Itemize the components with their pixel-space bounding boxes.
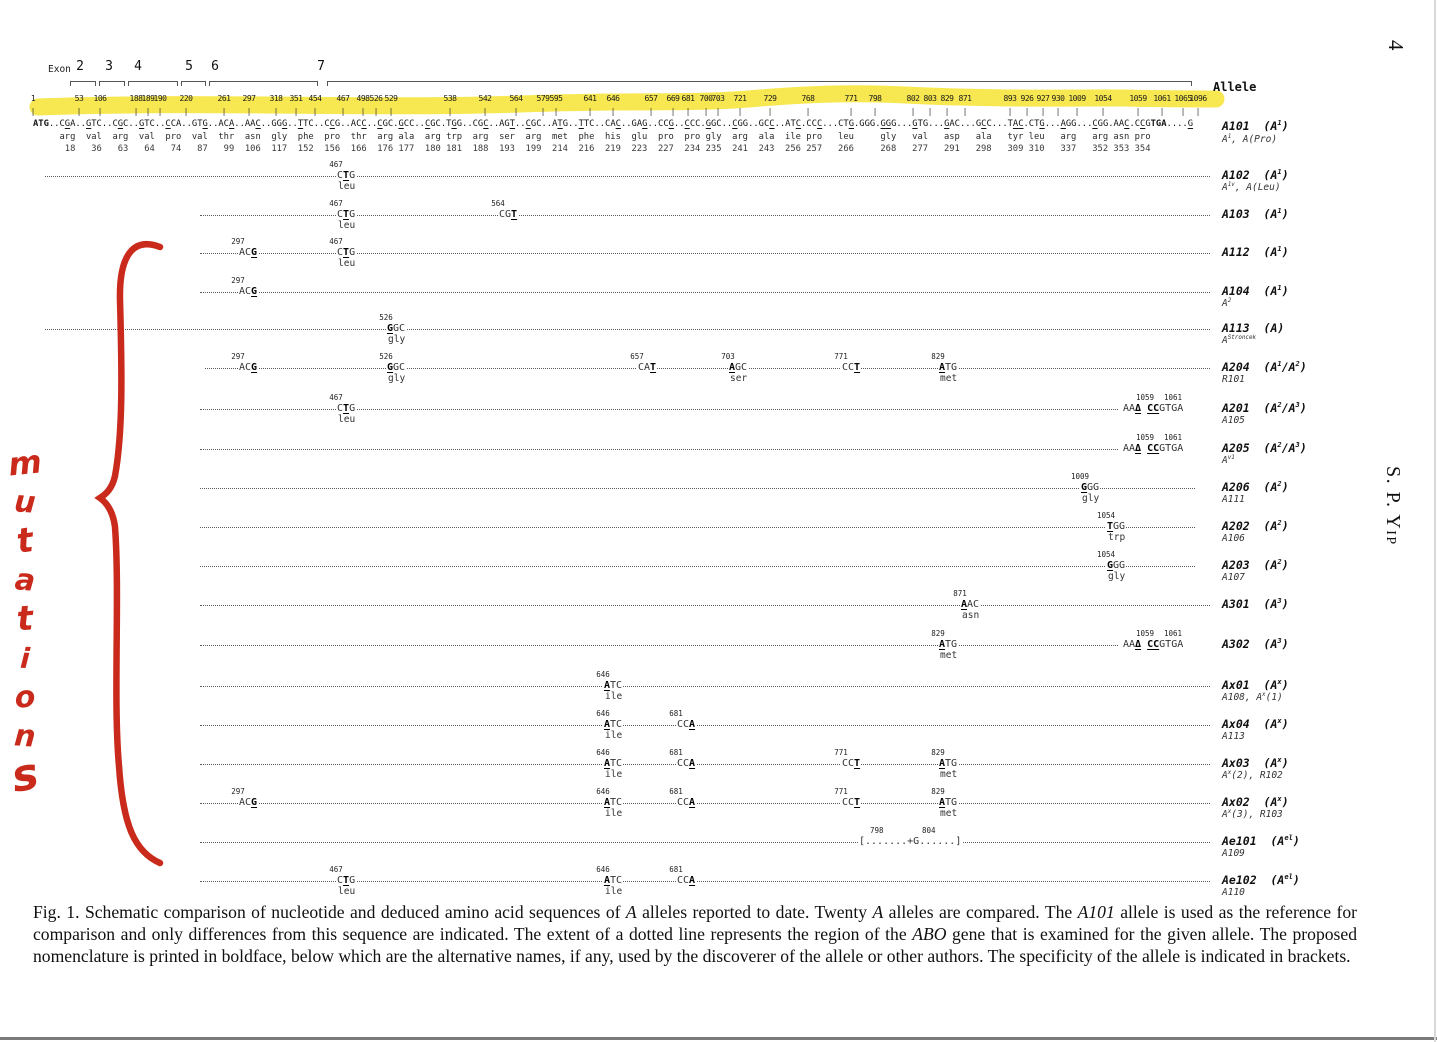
mutation-position: 1061 — [1164, 433, 1183, 442]
mutation-codon: TGG — [1107, 521, 1126, 532]
allele-label: A203 $(A^2)$ — [1222, 557, 1289, 572]
mutation-position: 681 — [669, 748, 683, 757]
mutation-codon: CCT — [842, 362, 861, 373]
allele-alt-name: $A^1$, A(Pro) — [1222, 133, 1278, 145]
mutation-position: 1054 — [1096, 550, 1116, 559]
position-label: 930 — [1051, 94, 1065, 103]
allele-alt-name: A108, $A^x(1)$ — [1222, 691, 1283, 703]
position-label: 1009 — [1068, 94, 1086, 103]
mutation-amino-acid: leu — [338, 181, 356, 192]
allele-label: A101 $(A^1)$ — [1222, 118, 1289, 133]
mutation-amino-acid: leu — [338, 220, 356, 231]
examined-region-dotted-line — [200, 764, 1210, 765]
position-tick: | — [293, 107, 299, 116]
position-label: 829 — [940, 94, 954, 103]
position-label: 803 — [923, 94, 937, 103]
position-label: 529 — [384, 94, 398, 103]
mutation-codon: ATC — [604, 875, 623, 886]
mutation-amino-acid: leu — [338, 258, 356, 269]
position-tick: | — [1159, 107, 1165, 116]
mutation-amino-acid: ile — [605, 808, 623, 819]
allele-label: A104 $(A^1)$ — [1222, 283, 1289, 298]
allele-alt-name: R101 — [1222, 374, 1245, 385]
position-label: 351 — [289, 94, 303, 103]
allele-label: A202 $(A^2)$ — [1222, 518, 1289, 533]
exon-label: Exon — [48, 64, 71, 75]
position-tick: | — [447, 107, 453, 116]
position-tick: | — [482, 107, 488, 116]
position-tick: | — [340, 107, 346, 116]
handwritten-letter: t — [14, 520, 36, 562]
exon-bracket — [128, 81, 178, 86]
allele-label: A206 $(A^2)$ — [1222, 479, 1289, 494]
scan-right-edge — [1434, 0, 1436, 1042]
mutation-codon: ATG — [939, 797, 958, 808]
position-tick: | — [373, 107, 379, 116]
mutation-codon: CAT — [638, 362, 657, 373]
position-tick: | — [910, 107, 916, 116]
position-label: 106 — [93, 94, 107, 103]
position-tick: | — [388, 107, 394, 116]
position-tick: | — [587, 107, 593, 116]
position-tick: | — [1195, 107, 1201, 116]
reference-codon-line: ATG..CGA..GTC..CGC..GTC..CCA..GTG..ACA..AAC..GGG..TTC..CCG..ACC..CGC.GCC..CGC.TGG..CGC..AGT..CGC..ATG..TTC..CAC..GAG..CCG..CCC.GGC..CGG..GCC..ATC.CCC...CTG.GGG.GGG...GTG...GAC...GCC...TAC.CTG...AGG...CGG.AAC.CCGTGA....G — [33, 119, 1194, 129]
figure-caption: Fig. 1. Schematic comparison of nucleotide and deduced amino acid sequences of A alleles reported to date. Twenty A alleles are compared. The A101 allele is used as the reference for comparison and only differences from this sequence are indicated. The extent of a dotted line represents the region of the ABO gene that is examined for the given allele. The proposed nomenclature is printed in boldface, below which are the alternative names, if any, used by the discoverer of the allele or other authors. The specificity of the allele is indicated in brackets. — [33, 902, 1358, 966]
exon-number: 7 — [317, 59, 325, 74]
allele-label: Ax04 $(A^x)$ — [1222, 716, 1289, 731]
position-label: 190 — [153, 94, 167, 103]
mutation-codon: CTG — [337, 247, 356, 258]
mutation-amino-acid: met — [940, 769, 958, 780]
exon-number: 2 — [76, 59, 84, 74]
mutation-codon: AAΔ CCGTGA — [1123, 443, 1184, 454]
position-tick: | — [221, 107, 227, 116]
mutation-position: 297 — [231, 237, 245, 246]
mutation-position: 467 — [329, 237, 343, 246]
mutation-codon: CTG — [337, 403, 356, 414]
position-label: 564 — [509, 94, 523, 103]
mutation-codon: CCA — [677, 719, 696, 730]
examined-region-dotted-line — [200, 292, 1210, 293]
examined-region-dotted-line — [200, 686, 1210, 687]
mutation-position: 1059 — [1136, 433, 1155, 442]
examined-region-dotted-line — [200, 488, 1195, 489]
mutation-codon: CGT — [499, 209, 518, 220]
exon-number: 3 — [105, 59, 113, 74]
mutation-position: 467 — [329, 199, 343, 208]
handwritten-letter: s — [7, 748, 43, 803]
handwritten-letter: t — [15, 598, 35, 640]
position-label: 681 — [681, 94, 695, 103]
position-tick: | — [805, 107, 811, 116]
mutation-codon: ATG — [939, 639, 958, 650]
mutation-codon: ATC — [604, 719, 623, 730]
position-tick: | — [273, 107, 279, 116]
position-tick: | — [360, 107, 366, 116]
handwritten-letter: u — [13, 484, 37, 521]
position-label: 657 — [644, 94, 658, 103]
mutation-position: 829 — [931, 748, 945, 757]
mutation-amino-acid: gly — [388, 373, 406, 384]
exon-number: 5 — [185, 59, 193, 74]
mutation-position: 681 — [669, 787, 683, 796]
mutation-amino-acid: gly — [388, 334, 406, 345]
examined-region-dotted-line — [200, 566, 1195, 567]
mutation-position: 703 — [721, 352, 735, 361]
position-label: 798 — [868, 94, 882, 103]
position-label: 771 — [844, 94, 858, 103]
position-tick: | — [685, 107, 691, 116]
mutation-position: 1059 — [1136, 393, 1155, 402]
position-label: 189 — [141, 94, 155, 103]
examined-region-dotted-line — [200, 842, 1210, 843]
mutation-position: 564 — [491, 199, 505, 208]
mutation-position: 467 — [329, 865, 343, 874]
position-tick: | — [1024, 107, 1030, 116]
position-label: 927 — [1036, 94, 1050, 103]
allele-alt-name: A110 — [1222, 887, 1245, 898]
allele-alt-name: $A^x(3)$, R103 — [1222, 808, 1283, 820]
examined-region-dotted-line — [205, 368, 1210, 369]
mutation-codon: ATC — [604, 758, 623, 769]
position-label: 669 — [666, 94, 680, 103]
mutation-codon: ATG — [939, 362, 958, 373]
allele-label: Ax03 $(A^x)$ — [1222, 755, 1289, 770]
mutation-amino-acid: met — [940, 650, 958, 661]
position-tick: | — [157, 107, 163, 116]
allele-alt-name: A113 — [1222, 731, 1245, 742]
position-label: 1054 — [1094, 94, 1112, 103]
mutation-codon: CCT — [842, 797, 861, 808]
examined-region-dotted-line — [45, 329, 1210, 330]
examined-region-dotted-line — [200, 645, 1118, 646]
examined-region-dotted-line — [200, 803, 1210, 804]
position-tick: | — [848, 107, 854, 116]
mutation-codon: AAC — [961, 599, 980, 610]
position-label: 526 — [369, 94, 383, 103]
allele-alt-name: A106 — [1222, 533, 1245, 544]
allele-label: Ae102 $(A^{el})$ — [1222, 872, 1300, 887]
position-label: 542 — [478, 94, 492, 103]
mutation-position: 657 — [630, 352, 644, 361]
position-tick: | — [1135, 107, 1141, 116]
position-tick: | — [145, 107, 151, 116]
mutation-codon: GGG — [1107, 560, 1126, 571]
position-tick: | — [76, 107, 82, 116]
position-label: 893 — [1003, 94, 1017, 103]
allele-label: A204 $(A^1/A^2)$ — [1222, 359, 1307, 374]
mutation-position: 646 — [596, 709, 610, 718]
position-label: 703 — [711, 94, 725, 103]
position-tick: | — [737, 107, 743, 116]
position-tick: | — [670, 107, 676, 116]
position-label: 318 — [269, 94, 283, 103]
mutation-codon: AAΔ CCGTGA — [1123, 403, 1184, 414]
mutation-position: 526 — [379, 313, 393, 322]
allele-label: A302 $(A^3)$ — [1222, 636, 1289, 651]
exon-bracket — [327, 81, 1192, 86]
mutation-position: 297 — [231, 276, 245, 285]
mutation-codon: GGC — [387, 323, 406, 334]
position-tick: | — [944, 107, 950, 116]
examined-region-dotted-line — [200, 527, 1195, 528]
position-label: 261 — [217, 94, 231, 103]
position-tick: | — [1055, 107, 1061, 116]
mutation-position: 646 — [596, 748, 610, 757]
examined-region-dotted-line — [200, 449, 1118, 450]
position-tick: | — [1074, 107, 1080, 116]
mutation-position: 526 — [379, 352, 393, 361]
exon-number: 6 — [211, 59, 219, 74]
mutation-codon: ATG — [939, 758, 958, 769]
position-label: 297 — [242, 94, 256, 103]
position-label: 538 — [443, 94, 457, 103]
mutation-codon: ATC — [604, 797, 623, 808]
mutation-codon: GGC — [387, 362, 406, 373]
running-head-author: S. P. Yip — [1382, 466, 1404, 546]
mutation-position: 467 — [329, 393, 343, 402]
mutation-position: 798 — [870, 826, 884, 835]
position-tick: | — [513, 107, 519, 116]
allele-alt-name: $A^x(2)$, R102 — [1222, 769, 1283, 781]
allele-alt-name: A107 — [1222, 572, 1245, 583]
position-label: 579 — [536, 94, 550, 103]
position-label: 1065 — [1174, 94, 1192, 103]
allele-label: A201 $(A^2/A^3)$ — [1222, 400, 1307, 415]
mutation-position: 1054 — [1096, 511, 1116, 520]
position-label: 721 — [733, 94, 747, 103]
mutation-position: 646 — [596, 787, 610, 796]
examined-region-dotted-line — [45, 176, 1210, 177]
position-tick: | — [715, 107, 721, 116]
position-tick: | — [540, 107, 546, 116]
position-tick: | — [648, 107, 654, 116]
mutation-amino-acid: met — [940, 373, 958, 384]
mutation-codon: AAΔ CCGTGA — [1123, 639, 1184, 650]
mutation-position: 646 — [596, 670, 610, 679]
allele-label: A102 $(A^1)$ — [1222, 167, 1289, 182]
allele-label: A103 $(A^1)$ — [1222, 206, 1289, 221]
handwritten-letter: o — [13, 679, 37, 716]
mutation-codon: ACG — [239, 797, 258, 808]
exon-bracket — [70, 81, 96, 86]
mutation-amino-acid: trp — [1108, 532, 1126, 543]
mutation-position: 1061 — [1164, 629, 1183, 638]
mutation-position: 829 — [931, 352, 945, 361]
allele-label: Ax02 $(A^x)$ — [1222, 794, 1289, 809]
position-tick: | — [927, 107, 933, 116]
position-label: 1061 — [1153, 94, 1171, 103]
position-label: 641 — [583, 94, 597, 103]
allele-alt-name: $A^2$ — [1222, 297, 1232, 309]
mutation-position: 771 — [834, 787, 848, 796]
mutation-codon: CTG — [337, 209, 356, 220]
mutation-amino-acid: ile — [605, 886, 623, 897]
mutation-codon: ACG — [239, 362, 258, 373]
mutation-codon: ACG — [239, 247, 258, 258]
mutation-codon: AGC — [729, 362, 748, 373]
mutation-position: 646 — [596, 865, 610, 874]
mutation-position: 297 — [231, 787, 245, 796]
mutation-position: 297 — [231, 352, 245, 361]
exon-bracket — [209, 81, 318, 86]
handwritten-letter: a — [13, 562, 37, 599]
mutation-codon: CTG — [337, 170, 356, 181]
handwritten-letter: n — [13, 718, 37, 755]
position-tick: | — [30, 107, 36, 116]
position-tick: | — [133, 107, 139, 116]
position-label: 1059 — [1129, 94, 1147, 103]
position-tick: | — [1040, 107, 1046, 116]
mutation-position: 1059 — [1136, 629, 1155, 638]
position-label: 498 — [356, 94, 370, 103]
mutation-codon: GGG — [1081, 482, 1100, 493]
handwritten-letter: m — [6, 442, 44, 484]
mutation-codon: [.......+G......] — [859, 836, 962, 847]
mutation-codon: ATC — [604, 680, 623, 691]
allele-label: A113 (A) — [1222, 321, 1285, 335]
allele-label: Ae101 $(A^{el})$ — [1222, 833, 1300, 848]
position-tick: | — [553, 107, 559, 116]
position-tick: | — [703, 107, 709, 116]
position-tick: | — [97, 107, 103, 116]
position-label: 595 — [549, 94, 563, 103]
page-number: 4 — [1384, 40, 1408, 51]
position-tick: | — [246, 107, 252, 116]
position-tick: | — [767, 107, 773, 116]
position-label: 454 — [308, 94, 322, 103]
position-label: 1096 — [1189, 94, 1207, 103]
reference-amino-acid-line: arg val arg val pro val thr asn gly phe pro thr arg ala arg trp arg ser arg met phe his glu pro pro gly arg ala ile pro leu gly val asp ala tyr leu arg arg asn pro — [33, 132, 1151, 142]
allele-alt-name: $A^{v1}$ — [1222, 454, 1235, 466]
mutation-codon: CCT — [842, 758, 861, 769]
allele-alt-name: A109 — [1222, 848, 1245, 859]
position-label: 729 — [763, 94, 777, 103]
allele-alt-name: $A^{Stroncek}$ — [1222, 334, 1257, 346]
position-tick: | — [962, 107, 968, 116]
allele-label: A112 $(A^1)$ — [1222, 244, 1289, 259]
allele-column-header: Allele — [1213, 80, 1257, 94]
reference-residue-number-line: 18 36 63 64 74 87 99 106 117 152 156 166 176 177 180 181 188 193 199 214 216 219 223 227 234 235 241 243 256 257 266 268 277 291 298 309 310 337 352 353 354 — [33, 144, 1151, 154]
mutation-position: 1061 — [1164, 393, 1183, 402]
position-label: 926 — [1020, 94, 1034, 103]
mutation-position: 871 — [953, 589, 967, 598]
mutation-position: 1009 — [1070, 472, 1090, 481]
mutation-position: 681 — [669, 865, 683, 874]
position-tick: | — [872, 107, 878, 116]
position-label: 802 — [906, 94, 920, 103]
allele-alt-name: A105 — [1222, 415, 1245, 426]
mutation-codon: CCA — [677, 875, 696, 886]
mutation-codon: CTG — [337, 875, 356, 886]
position-tick: | — [1180, 107, 1186, 116]
mutation-position: 467 — [329, 160, 343, 169]
allele-alt-name: A111 — [1222, 494, 1245, 505]
allele-label: A205 $(A^2/A^3)$ — [1222, 440, 1307, 455]
mutation-amino-acid: leu — [338, 886, 356, 897]
mutation-position: 771 — [834, 352, 848, 361]
position-tick: | — [1100, 107, 1106, 116]
examined-region-dotted-line — [200, 725, 1210, 726]
mutation-amino-acid: asn — [962, 610, 980, 621]
scan-bottom-edge — [0, 1037, 1437, 1040]
mutation-amino-acid: ile — [605, 730, 623, 741]
position-tick: | — [610, 107, 616, 116]
position-label: 53 — [74, 94, 84, 103]
mutation-position: 681 — [669, 709, 683, 718]
mutations-annotation — [2, 442, 48, 803]
position-tick: | — [183, 107, 189, 116]
position-label: 188 — [129, 94, 143, 103]
exon-number: 4 — [134, 59, 142, 74]
mutation-codon: CCA — [677, 797, 696, 808]
exon-bracket — [181, 81, 206, 86]
allele-label: A301 $(A^3)$ — [1222, 596, 1289, 611]
examined-region-dotted-line — [200, 605, 1210, 606]
position-tick: | — [312, 107, 318, 116]
mutation-amino-acid: ile — [605, 769, 623, 780]
allele-alt-name: $A^{1v}$, A(Leu) — [1222, 181, 1281, 193]
mutation-amino-acid: met — [940, 808, 958, 819]
handwritten-letter: i — [19, 641, 31, 676]
mutation-position: 829 — [931, 629, 945, 638]
position-label: 768 — [801, 94, 815, 103]
mutation-codon: ACG — [239, 286, 258, 297]
position-label: 871 — [958, 94, 972, 103]
position-label: 646 — [606, 94, 620, 103]
mutation-amino-acid: ser — [730, 373, 748, 384]
exon-bracket — [99, 81, 125, 86]
mutation-position: 771 — [834, 748, 848, 757]
mutation-amino-acid: gly — [1082, 493, 1100, 504]
mutation-amino-acid: ile — [605, 691, 623, 702]
mutation-amino-acid: gly — [1108, 571, 1126, 582]
position-label: 1 — [30, 94, 36, 103]
position-label: 700 — [699, 94, 713, 103]
mutation-position: 804 — [922, 826, 936, 835]
position-label: 220 — [179, 94, 193, 103]
mutation-codon: CCA — [677, 758, 696, 769]
position-tick: | — [1007, 107, 1013, 116]
position-label: 467 — [336, 94, 350, 103]
allele-label: Ax01 $(A^x)$ — [1222, 677, 1289, 692]
mutation-position: 829 — [931, 787, 945, 796]
mutation-amino-acid: leu — [338, 414, 356, 425]
